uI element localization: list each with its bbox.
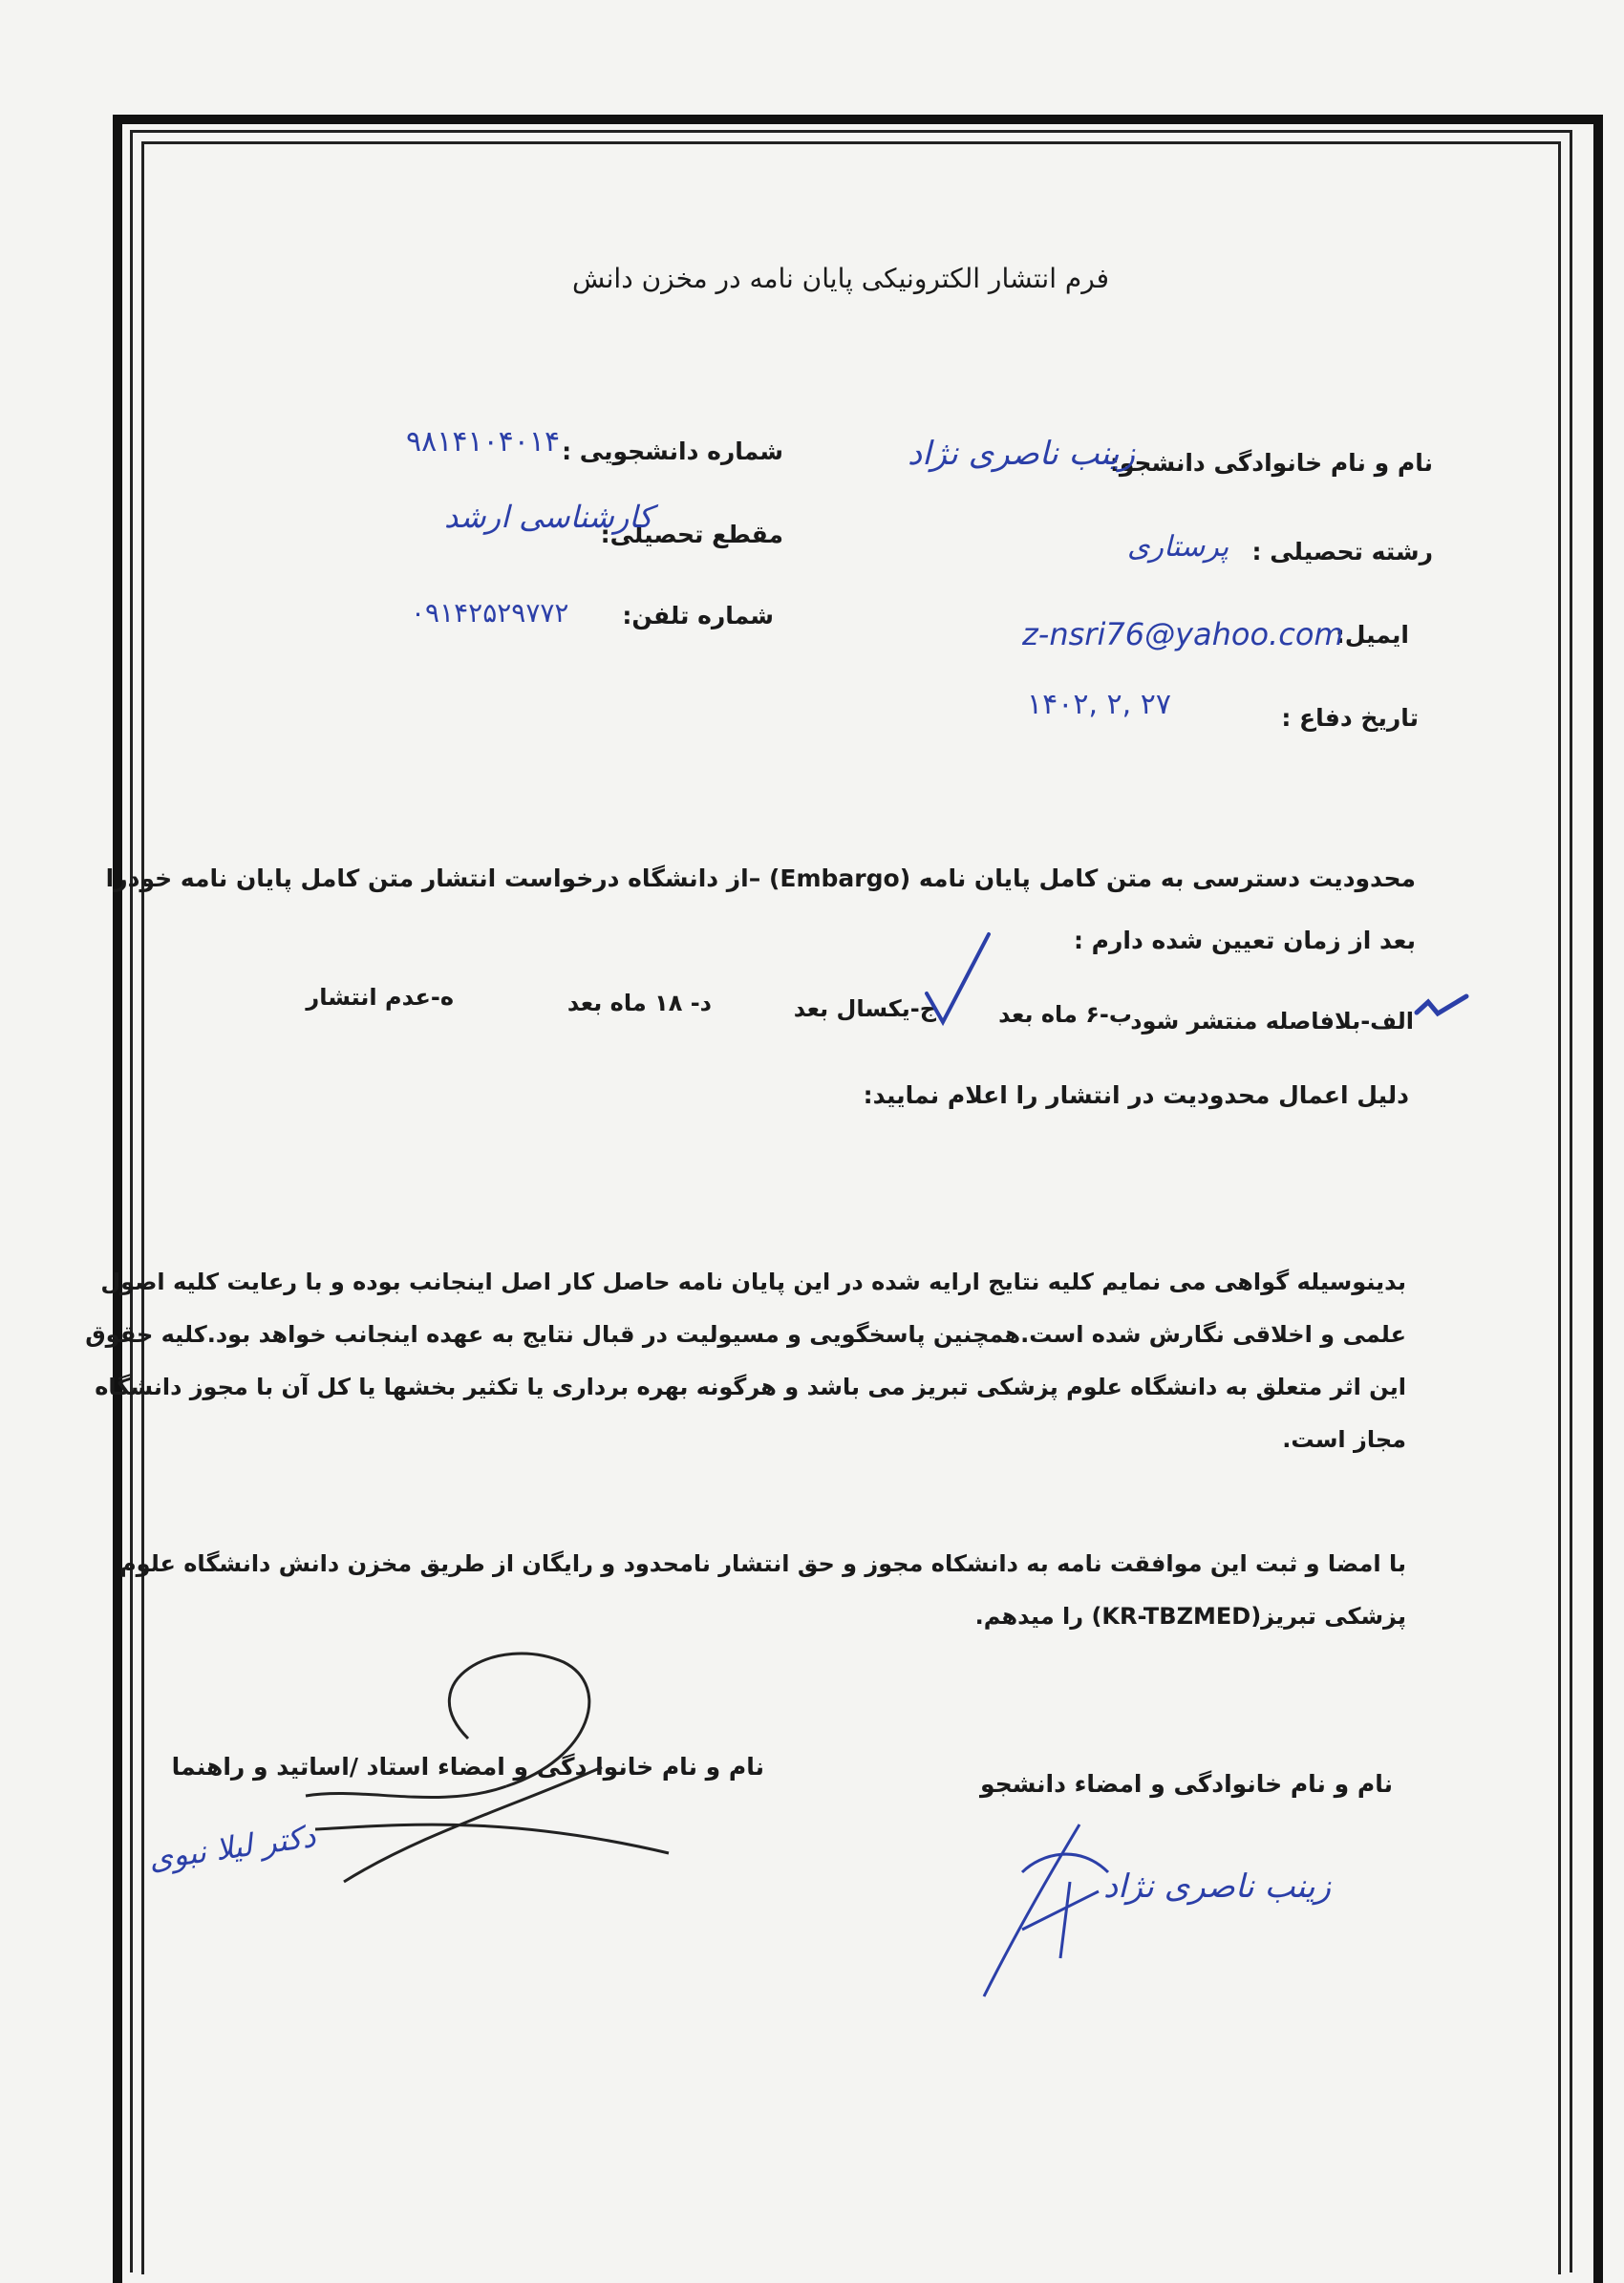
- phone-label: شماره تلفن:: [622, 602, 774, 629]
- declaration-line: مجاز است.: [1282, 1426, 1406, 1453]
- defense-date-label: تاریخ دفاع :: [1281, 704, 1419, 732]
- embargo-option-no-publish[interactable]: ه-عدم انتشار: [306, 984, 454, 1011]
- name-label: نام و نام خانوادگی دانشجو:: [1109, 449, 1433, 477]
- advisor-signature-stamp: [287, 1643, 688, 1930]
- embargo-option-18-months[interactable]: د- ۱۸ ماه بعد: [566, 990, 712, 1016]
- student-id-value: ۹۸۱۴۱۰۴۰۱۴: [406, 425, 561, 459]
- advisor-handwritten-name: دکتر لیلا نبوی: [146, 1817, 318, 1878]
- name-value: زینب ناصری نژاد: [908, 435, 1136, 473]
- embargo-option-6-months[interactable]: ب-۶ ماه بعد: [998, 1001, 1132, 1028]
- declaration-line: بدینوسیله گواهی می نمایم کلیه نتایج ارایه شده در این پایان نامه حاصل کار اصل اینجانب بوده و با رعایت کلیه اصول: [100, 1269, 1406, 1295]
- permission-paragraph: [119, 1538, 1406, 1643]
- embargo-option-1-year[interactable]: ج-یکسال بعد: [793, 995, 936, 1022]
- student-handwritten-name: زینب ناصری نژاد: [1103, 1867, 1332, 1906]
- degree-label: مقطع تحصیلی:: [600, 521, 783, 548]
- email-label: ایمیل:: [1335, 621, 1409, 649]
- defense-date-value: ۱۴۰۲, ۲, ۲۷: [1027, 688, 1171, 721]
- declaration-line: این اثر متعلق به دانشگاه علوم پزشکی تبریز می باشد و هرگونه بهره برداری یا تکثیر بخشها یا کل آن با مجوز دانشگاه: [95, 1374, 1406, 1400]
- embargo-line-1: محدودیت دسترسی به متن کامل پایان نامه (Embargo) –از دانشگاه درخواست انتشار متن کامل پایان نامه خودرا: [105, 864, 1416, 892]
- embargo-option-immediate[interactable]: الف-بلافاصله منتشر شود: [1130, 1008, 1414, 1035]
- checkmark-immediate: [1414, 989, 1471, 1027]
- permission-line: با امضا و ثبت این موافقت نامه به دانشکاه مجوز و حق انتشار نامحدود و رایگان از طریق مخزن دانش دانشگاه علوم: [119, 1550, 1406, 1577]
- student-id-label: شماره دانشجویی :: [562, 437, 783, 465]
- embargo-reason-label: دلیل اعمال محدودیت در انتشار را اعلام نمایید:: [863, 1081, 1409, 1109]
- student-signature-scribble: [965, 1815, 1137, 2006]
- degree-value: کارشناسی ارشد: [444, 499, 653, 535]
- embargo-line-2: بعد از زمان تعیین شده دارم :: [1073, 927, 1416, 954]
- declaration-line: علمی و اخلاقی نگارش شده است.همچنین پاسخگویی و مسیولیت در قبال نتایج به عهده اینجانب خواهد بود.کلیه حقوق: [85, 1321, 1406, 1348]
- permission-line: پزشکی تبریز(KR-TBZMED) را میدهم.: [974, 1603, 1406, 1630]
- declaration-paragraph: [85, 1256, 1406, 1466]
- email-value: z-nsri76@yahoo.com: [1022, 616, 1344, 652]
- major-label: رشته تحصیلی :: [1251, 538, 1433, 565]
- advisor-signature-label: نام و نام خانوا دگی و امضاء استاد /اساتید و راهنما: [171, 1753, 764, 1781]
- checkmark-1-year: [922, 927, 998, 1032]
- major-value: پرستاری: [1127, 530, 1229, 564]
- student-signature-label: نام و نام خانوادگی و امضاء دانشجو: [980, 1770, 1393, 1798]
- phone-value: ۰۹۱۴۲۵۲۹۷۷۲: [411, 597, 569, 629]
- form-title: فرم انتشار الکترونیکی پایان نامه در مخزن دانش: [571, 263, 1110, 294]
